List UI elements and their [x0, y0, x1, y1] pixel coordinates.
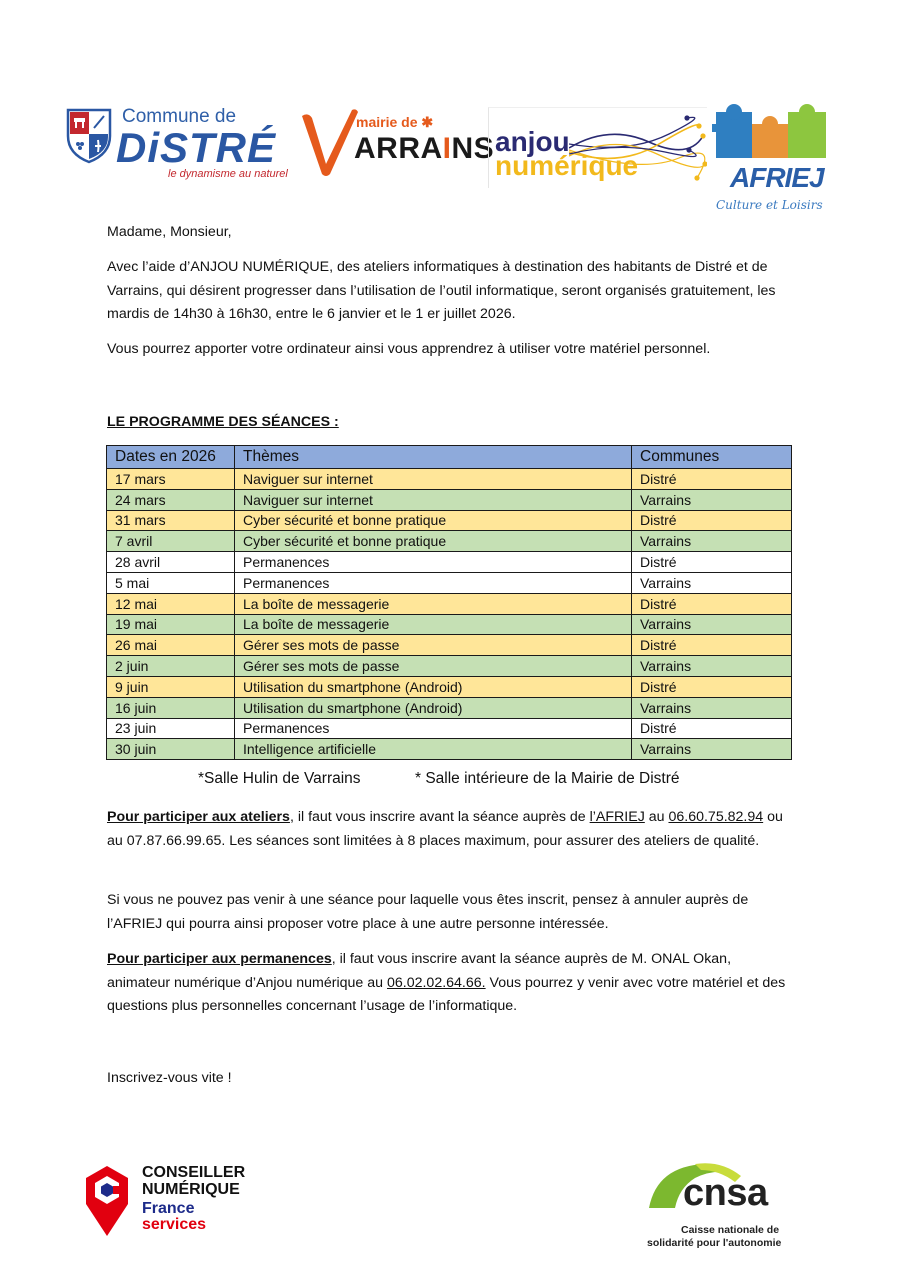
varrains-name-start: ARRA [354, 132, 443, 165]
schedule-theme: Permanences [235, 572, 632, 593]
workshops-text-3: ou au 07.87.66.99.65. Les séances sont limitées à 8 places maximum, pour assurer des ateliers de qualité. [107, 809, 783, 849]
anjou-word: anjou [495, 126, 570, 157]
schedule-row [107, 531, 792, 552]
schedule-date: 31 mars [107, 510, 235, 531]
schedule-row [107, 572, 792, 593]
schedule-commune: Distré [632, 635, 792, 656]
schedule-theme: Utilisation du smartphone (Android) [235, 697, 632, 718]
afriej-subtitle: Culture et Loisirs [716, 198, 823, 212]
schedule-header-row [107, 446, 792, 469]
schedule-date: 17 mars [107, 469, 235, 490]
schedule-row [107, 593, 792, 614]
network-lines-icon [569, 114, 707, 184]
schedule-theme: La boîte de messagerie [235, 593, 632, 614]
schedule-row [107, 697, 792, 718]
schedule-row [107, 469, 792, 490]
schedule-table [106, 445, 792, 760]
logo-commune-distre [66, 104, 296, 184]
varrains-star-icon: ✱ [421, 114, 434, 130]
schedule-theme: Gérer ses mots de passe [235, 635, 632, 656]
logo-afriej [712, 104, 832, 216]
schedule-theme: Gérer ses mots de passe [235, 656, 632, 677]
schedule-theme: Cyber sécurité et bonne pratique [235, 510, 632, 531]
venue-varrains-note: *Salle Hulin de Varrains [198, 770, 361, 787]
schedule-commune: Distré [632, 676, 792, 697]
equipment-paragraph: Vous pourrez apporter votre ordinateur ainsi vous apprendrez à utiliser votre matériel personnel. [107, 341, 711, 357]
schedule-date: 16 juin [107, 697, 235, 718]
schedule-row [107, 718, 792, 739]
schedule-date: 7 avril [107, 531, 235, 552]
animator-phone-link[interactable]: 06.02.02.64.66. [386, 974, 486, 991]
schedule-commune: Distré [632, 593, 792, 614]
workshops-text-2: au [644, 809, 669, 825]
cnsa-line-1: Caisse nationale de [681, 1224, 780, 1236]
closing-line: Inscrivez-vous vite ! [107, 1070, 232, 1086]
header-dates: Dates en 2026 [107, 446, 235, 469]
schedule-theme: Intelligence artificielle [235, 739, 632, 760]
logo-mairie-varrains [300, 108, 495, 180]
schedule-commune: Distré [632, 510, 792, 531]
distre-tagline: le dynamisme au naturel [168, 168, 288, 180]
permanences-lead: Pour participer aux permanences [107, 951, 332, 967]
schedule-row [107, 739, 792, 760]
varrains-prefix [356, 114, 433, 131]
schedule-theme: Naviguer sur internet [235, 469, 632, 490]
header-communes: Communes [632, 446, 792, 469]
puzzle-people-icon [712, 104, 832, 164]
header-themes: Thèmes [235, 446, 632, 469]
workshops-paragraph [107, 806, 797, 853]
cnsa-name: cnsa [683, 1172, 768, 1214]
schedule-commune: Varrains [632, 489, 792, 510]
schedule-date: 2 juin [107, 656, 235, 677]
greeting: Madame, Monsieur, [107, 224, 232, 240]
schedule-date: 24 mars [107, 489, 235, 510]
logo-cnsa [645, 1160, 795, 1255]
program-title: LE PROGRAMME DES SÉANCES : [107, 414, 339, 430]
schedule-theme: La boîte de messagerie [235, 614, 632, 635]
schedule-date: 30 juin [107, 739, 235, 760]
permanences-text-2: Vous pourrez y venir avec votre matériel et des questions plus personnelles concernant l’usage de l’informatique. [107, 974, 786, 1014]
france-line: France [142, 1200, 195, 1217]
cnsa-line-2: solidarité pour l'autonomie [647, 1237, 782, 1249]
schedule-commune: Varrains [632, 697, 792, 718]
schedule-theme: Utilisation du smartphone (Android) [235, 676, 632, 697]
schedule-commune: Distré [632, 469, 792, 490]
schedule-date: 28 avril [107, 552, 235, 573]
distre-coat-of-arms-icon [66, 106, 112, 164]
schedule-commune: Varrains [632, 531, 792, 552]
venue-distre-note: * Salle intérieure de la Mairie de Distré [415, 770, 680, 787]
numerique-word: numérique [495, 150, 639, 181]
schedule-date: 23 juin [107, 718, 235, 739]
intro-paragraph: Avec l’aide d’ANJOU NUMÉRIQUE, des ateliers informatiques à destination des habitants de Distré et de Varrains, qui désirent progresser dans l’utilisation de l’outil informatique, seront organisés gratuitement, les mardis de 14h30 à 16h30, entre le 6 janvier et le 1 er juillet 2026. [107, 259, 776, 322]
schedule-theme: Naviguer sur internet [235, 489, 632, 510]
schedule-theme: Cyber sécurité et bonne pratique [235, 531, 632, 552]
schedule-theme: Permanences [235, 718, 632, 739]
conseiller-line: CONSEILLER [142, 1164, 246, 1181]
varrains-v-icon [300, 108, 360, 178]
schedule-commune: Varrains [632, 656, 792, 677]
schedule-theme: Permanences [235, 552, 632, 573]
schedule-row [107, 635, 792, 656]
schedule-row [107, 676, 792, 697]
workshops-lead: Pour participer aux ateliers [107, 809, 290, 825]
varrains-name [354, 132, 494, 166]
schedule-commune: Varrains [632, 614, 792, 635]
distre-commune-label: Commune de [122, 106, 237, 127]
schedule-commune: Distré [632, 718, 792, 739]
distre-name: DiSTRÉ [116, 124, 277, 171]
permanences-paragraph [107, 948, 797, 1019]
permanences-text-1: , il faut vous inscrire avant la séance auprès de M. ONAL Okan, animateur numérique d’Anjou numérique au [107, 951, 732, 991]
schedule-commune: Distré [632, 552, 792, 573]
services-line: services [142, 1216, 207, 1233]
afriej-phone-link[interactable]: 06.60.75.82.94 [668, 809, 764, 825]
cancel-paragraph: Si vous ne pouvez pas venir à une séance pour laquelle vous êtes inscrit, pensez à annuler auprès de l’AFRIEJ qui pourra ainsi proposer votre place à une autre personne intéressée. [107, 892, 749, 932]
schedule-row [107, 489, 792, 510]
numerique-line: NUMÉRIQUE [142, 1181, 240, 1198]
schedule-row [107, 614, 792, 635]
afriej-link[interactable]: l’AFRIEJ [589, 809, 645, 825]
workshops-text-1: , il faut vous inscrire avant la séance auprès de [289, 809, 590, 825]
schedule-row [107, 552, 792, 573]
schedule-commune: Varrains [632, 572, 792, 593]
varrains-name-end: NS [451, 132, 495, 165]
varrains-name-i: I [442, 132, 452, 165]
logo-conseiller-numerique [84, 1162, 274, 1242]
schedule-date: 19 mai [107, 614, 235, 635]
schedule-row [107, 656, 792, 677]
schedule-date: 5 mai [107, 572, 235, 593]
schedule-row [107, 510, 792, 531]
schedule-date: 12 mai [107, 593, 235, 614]
logo-anjou-numerique [488, 107, 707, 188]
schedule-date: 26 mai [107, 635, 235, 656]
map-pin-icon [84, 1164, 130, 1238]
schedule-commune: Varrains [632, 739, 792, 760]
afriej-name: AFRIEJ [730, 162, 824, 193]
varrains-prefix-text: mairie de [356, 114, 418, 130]
schedule-date: 9 juin [107, 676, 235, 697]
